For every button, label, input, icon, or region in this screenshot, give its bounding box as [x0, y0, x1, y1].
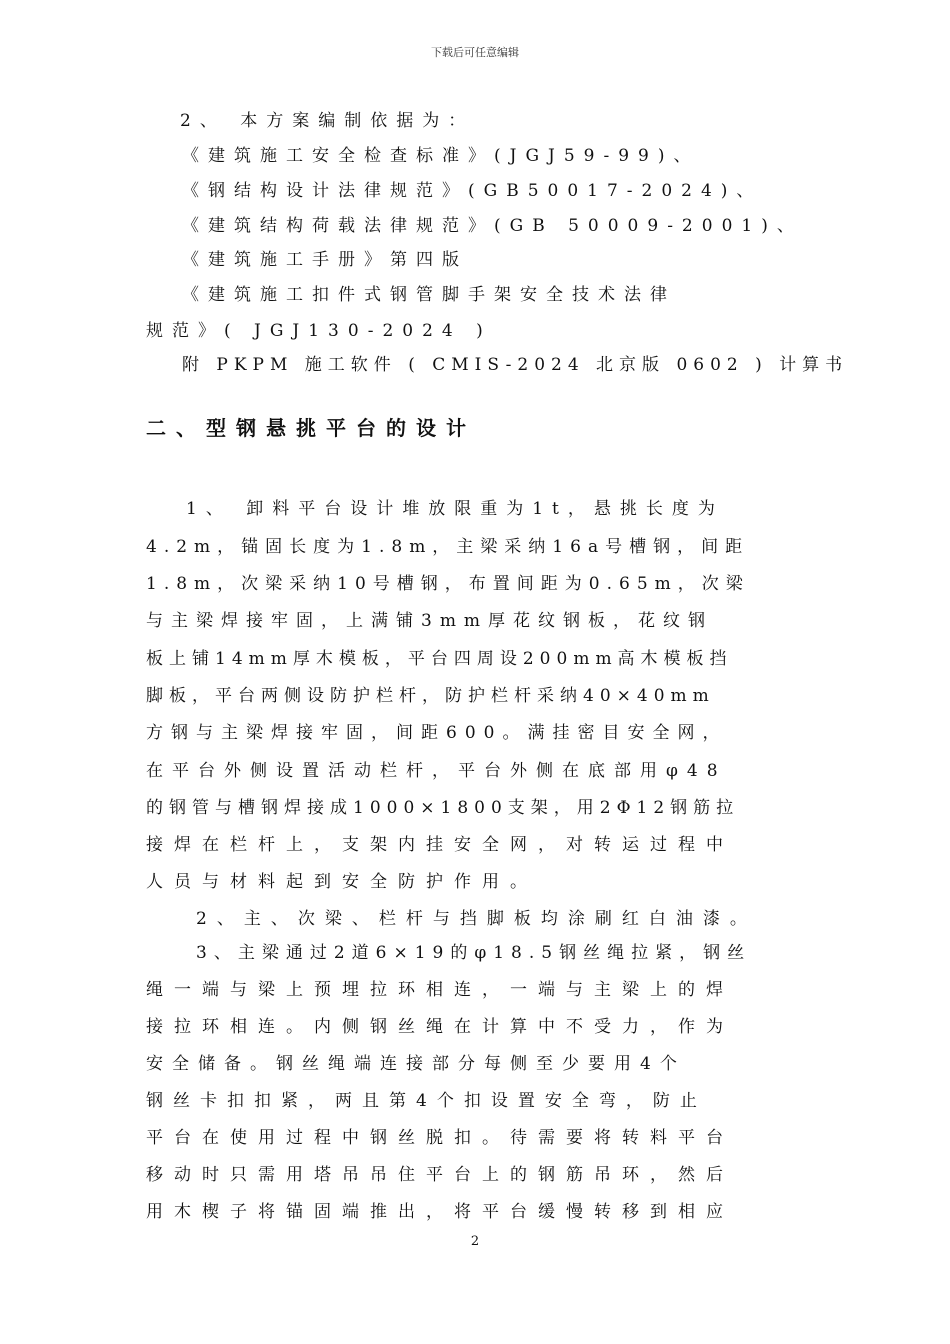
body-line: 接拉环相连。内侧钢丝绳在计算中不受力，作为 — [146, 1017, 734, 1037]
body-line: 平台在使用过程中钢丝脱扣。待需要将转料平台 — [146, 1128, 734, 1148]
basis-item: 《建筑施工安全检查标准》(JGJ59-99)、 — [182, 146, 700, 166]
basis-item: 附 PKPM 施工软件 ( CMIS-2024 北京版 0602 ) 计算书 — [182, 355, 849, 375]
basis-item: 《建筑施工扣件式钢管脚手架安全技术法律 — [182, 285, 676, 305]
body-line: 板上铺14mm厚木模板，平台四周设200mm高木模板挡 — [146, 649, 733, 669]
basis-item: 《钢结构设计法律规范》(GB50017-2024)、 — [182, 181, 763, 201]
body-line: 1、 卸料平台设计堆放限重为1t，悬挑长度为 — [186, 499, 724, 519]
body-line: 安全储备。钢丝绳端连接部分每侧至少要用4个 — [146, 1054, 686, 1074]
body-line: 2、主、次梁、栏杆与挡脚板均涂刷红白油漆。 — [196, 909, 757, 929]
section-title: 二、型钢悬挑平台的设计 — [146, 416, 476, 440]
body-line: 用木楔子将锚固端推出，将平台缓慢转移到相应 — [146, 1202, 734, 1222]
body-line: 4.2m，锚固长度为1.8m，主梁采纳16a号槽钢，间距 — [146, 537, 750, 557]
basis-item: 《建筑结构荷载法律规范》(GB 50009-2001)、 — [182, 216, 803, 236]
body-line: 与主梁焊接牢固，上满铺3mm厚花纹钢板，花纹钢 — [146, 611, 714, 631]
body-line: 在平台外侧设置活动栏杆，平台外侧在底部用φ48 — [146, 761, 727, 781]
body-line: 3、主梁通过2道6×19的φ18.5钢丝绳拉紧，钢丝 — [196, 943, 752, 963]
body-line: 人员与材料起到安全防护作用。 — [146, 872, 538, 892]
body-line: 脚板，平台两侧设防护栏杆，防护栏杆采纳40×40mm — [146, 686, 715, 706]
body-line: 移动时只需用塔吊吊住平台上的钢筋吊环，然后 — [146, 1165, 734, 1185]
body-line: 钢丝卡扣扣紧，两且第4个扣设置安全弯，防止 — [146, 1091, 707, 1111]
body-line: 方钢与主梁焊接牢固，间距600。满挂密目安全网， — [146, 723, 728, 743]
body-line: 接焊在栏杆上，支架内挂安全网，对转运过程中 — [146, 835, 734, 855]
body-line: 1.8m，次梁采纳10号槽钢，布置间距为0.65m，次梁 — [146, 574, 750, 594]
basis-item: 《建筑施工手册》第四版 — [182, 250, 468, 270]
body-line: 的钢管与槽钢焊接成1000×1800支架，用2Φ12钢筋拉 — [146, 798, 740, 818]
page-number: 2 — [470, 1234, 480, 1249]
basis-intro: 2、 本方案编制依据为： — [180, 111, 475, 131]
basis-item: 规范》( JGJ130-2024 ) — [146, 321, 492, 341]
page-header: 下载后可任意编辑 — [431, 46, 519, 59]
body-line: 绳一端与梁上预埋拉环相连，一端与主梁上的焊 — [146, 980, 734, 1000]
